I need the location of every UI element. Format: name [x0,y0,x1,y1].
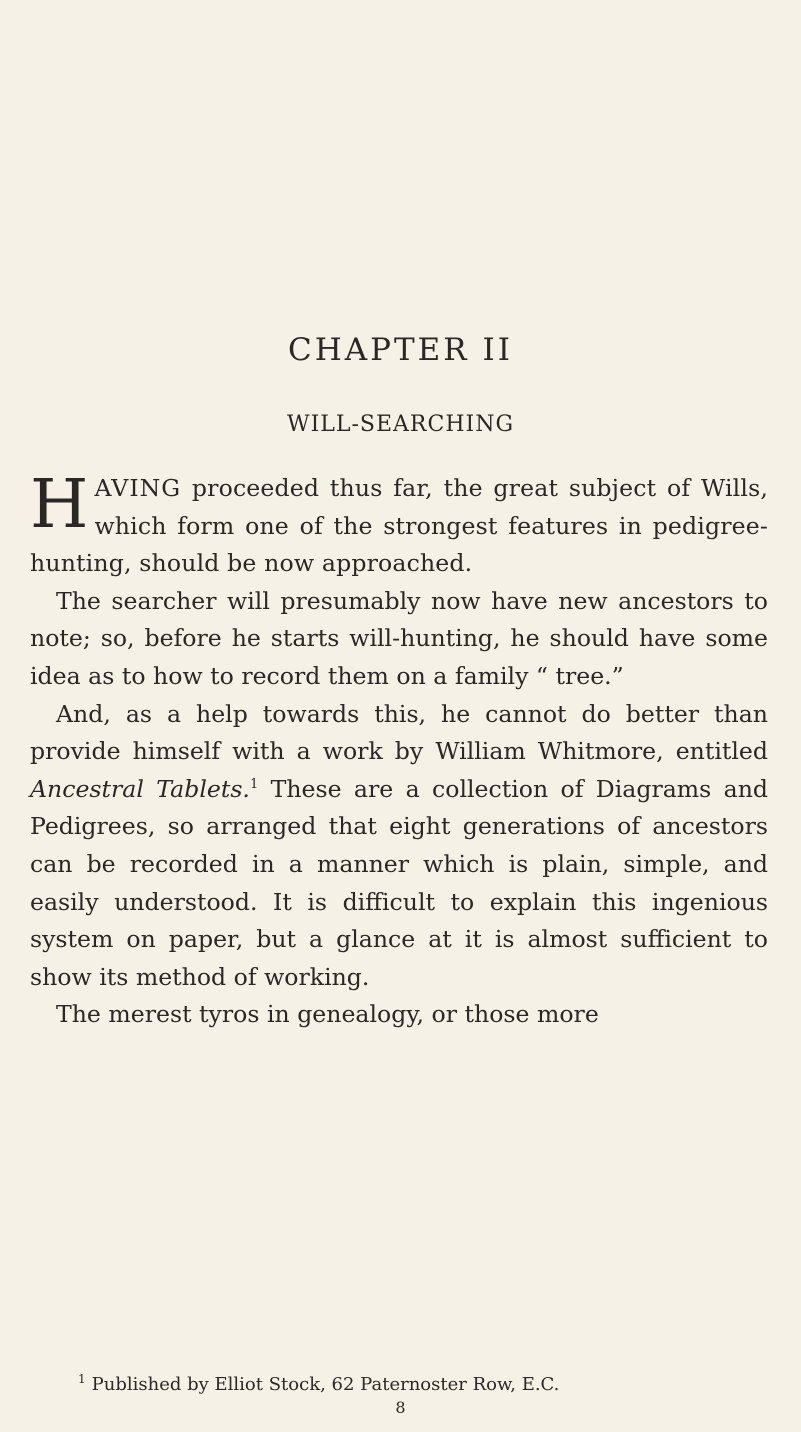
book-title: Ancestral Tablets. [30,774,250,803]
footnote-mark: 1 [78,1372,86,1386]
paragraph-3 [30,696,768,997]
paragraph-4: The merest tyros in genealogy, or those more [56,1000,599,1029]
paragraph-3-text-before: And, as a help towards this, he cannot do better than provide himself with a work by William Whitmore, entitled [30,699,768,766]
chapter-subtitle: WILL-SEARCHING [286,412,515,437]
paragraph-2: The searcher will presumably now have new ancestors to note; so, before he starts will-hunting, he should have some idea as to how to record them on a family “ tree.” [30,586,768,690]
footnote-reference: 1 [249,776,259,792]
footnote-text: Published by Elliot Stock, 62 Paternoster Row, E.C. [91,1374,560,1395]
paragraph-3-text-after: These are a collection of Diagrams and Pedigrees, so arranged that eight generations of ancestors can be recorded in a manner which is plain, simple, and easily understood. It is difficult to explain this ingenious system on paper, but a glance at it is almost sufficient to show its method of working. [30,774,769,991]
paragraph-1 [30,465,768,583]
paragraph-1-text: proceeded thus far, the great subject of Wills, which form one of the strongest features in pedigree-hunting, should be now approached. [30,474,768,578]
footnote [78,1372,560,1395]
drop-cap: H [30,465,89,543]
body-text [30,465,769,1034]
opening-word: AVING [94,474,182,502]
page-number: 8 [395,1398,406,1417]
chapter-title: CHAPTER II [288,332,513,368]
